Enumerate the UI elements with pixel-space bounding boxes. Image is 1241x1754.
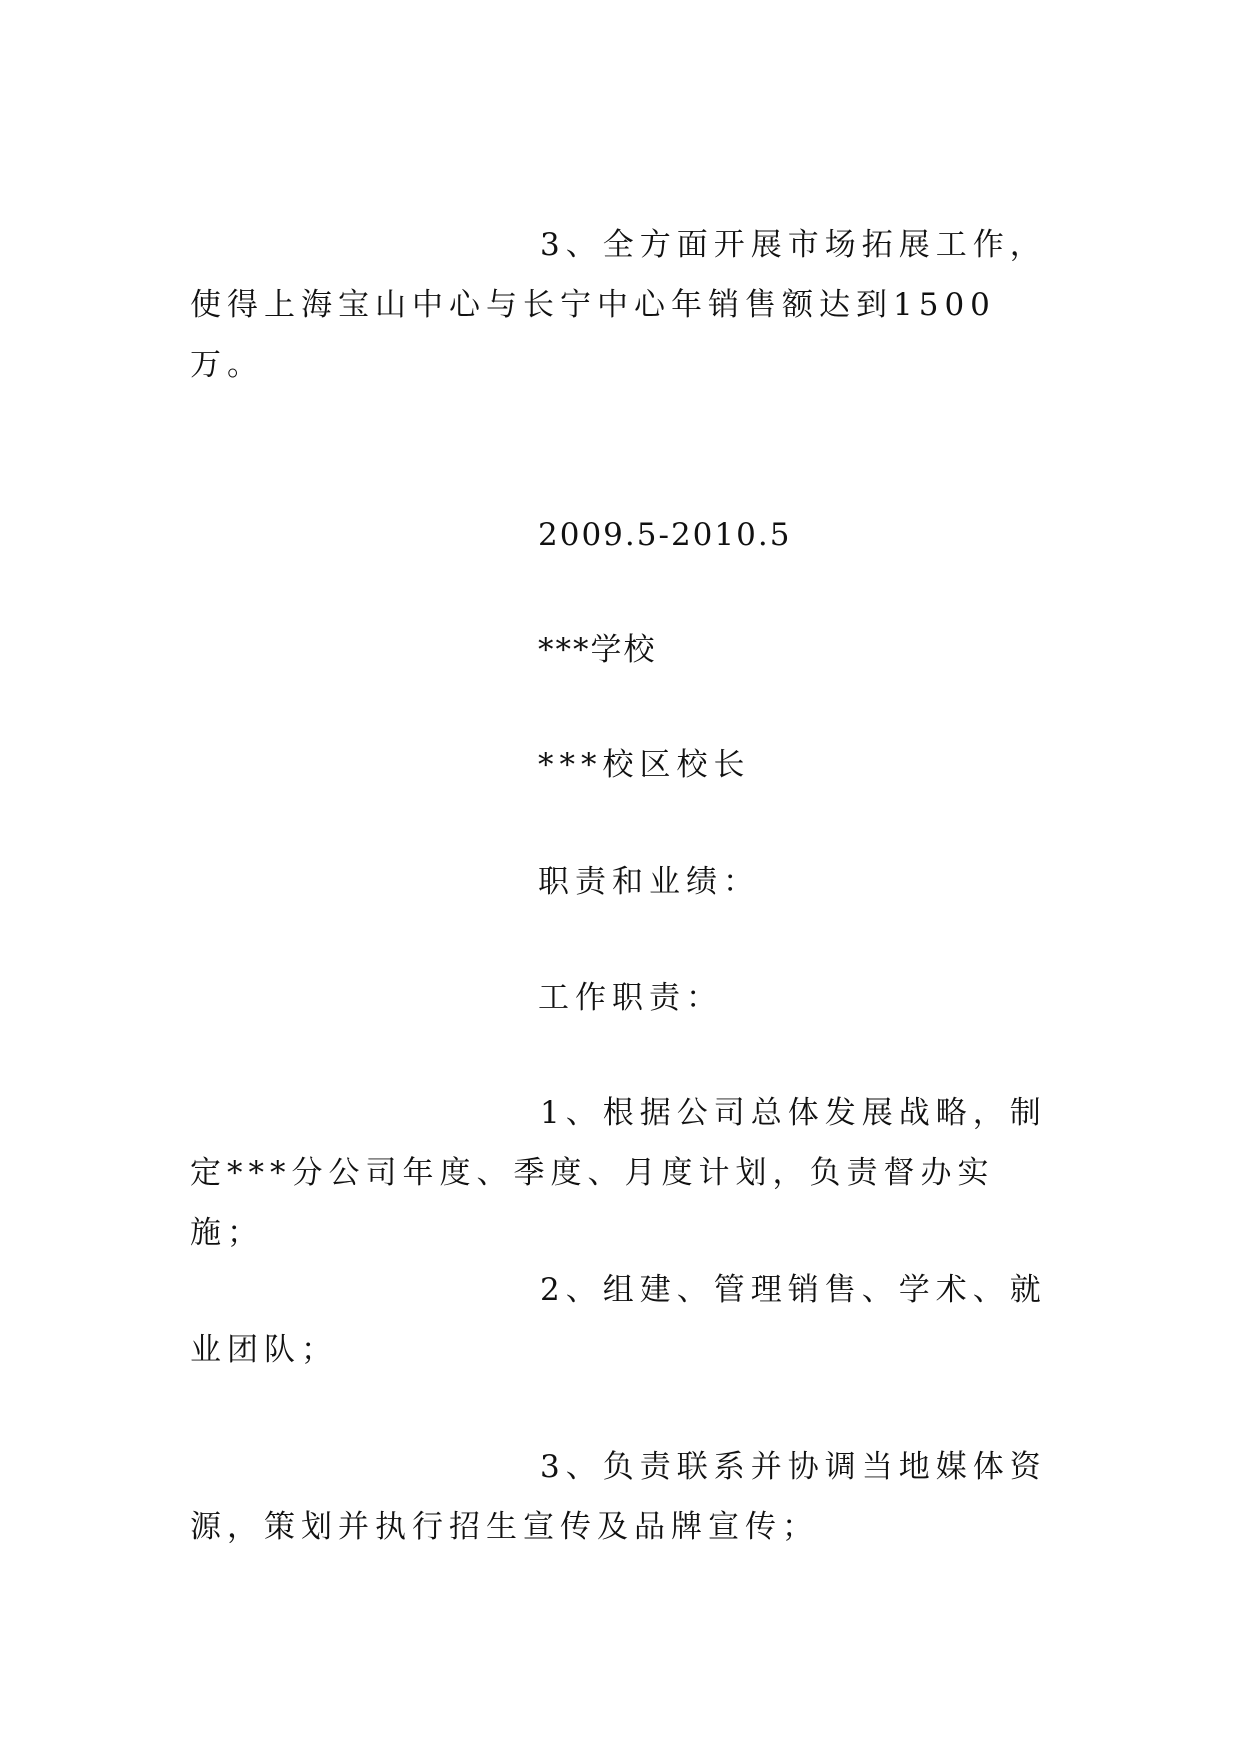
duty-item-1: 1、根据公司总体发展战略，制定***分公司年度、季度、月度计划，负责督办实施；	[190, 1095, 1047, 1251]
date-range: 2009.5-2010.5	[538, 517, 792, 553]
duty-item-3: 3、负责联系并协调当地媒体资源，策划并执行招生宣传及品牌宣传；	[190, 1449, 1047, 1545]
paragraph-market-expansion: 3、全方面开展市场拓展工作，使得上海宝山中心与长宁中心年销售额达到1500万。	[190, 227, 1047, 383]
job-title: ***校区校长	[538, 747, 751, 783]
duty-item-2: 2、组建、管理销售、学术、就业团队；	[190, 1272, 1047, 1368]
section-heading-duties-performance: 职责和业绩：	[538, 864, 760, 900]
school-name: ***学校	[538, 632, 657, 668]
section-heading-duties: 工作职责：	[538, 980, 723, 1016]
